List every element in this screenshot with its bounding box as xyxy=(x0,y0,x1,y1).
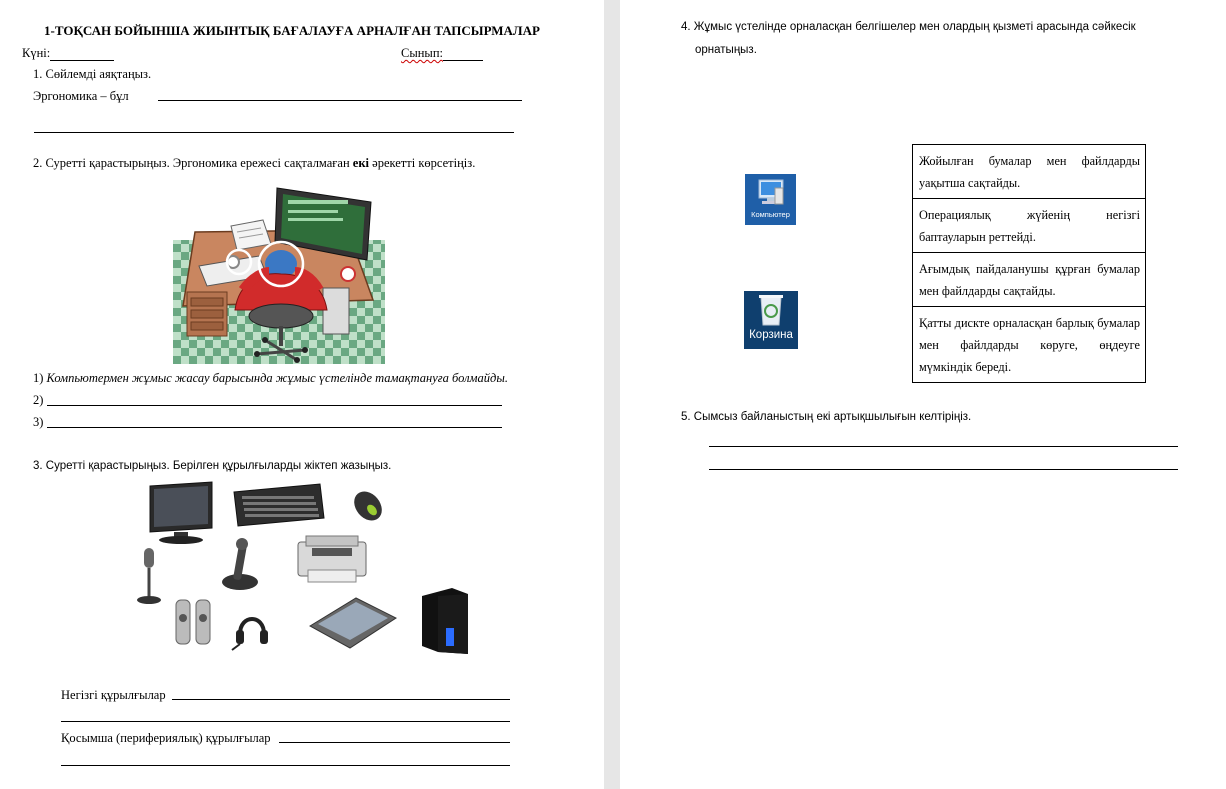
q1-answer-line-2[interactable] xyxy=(34,132,514,133)
matching-table xyxy=(912,144,1146,383)
q2-prompt-start: 2. Суретті қарастырыңыз. Эргономика ережесі сақталмаған xyxy=(33,156,353,170)
system-unit-icon xyxy=(422,588,468,654)
q2-prompt-bold: екі xyxy=(352,156,370,170)
q2-item-3-line[interactable] xyxy=(47,427,502,428)
q1-answer-line-1[interactable] xyxy=(158,100,522,101)
devices-illustration xyxy=(128,478,478,658)
q3-peripheral-devices-line-2[interactable] xyxy=(61,765,510,766)
table-row xyxy=(913,145,1146,199)
class-label: Сынып: xyxy=(401,46,443,60)
q1-lead: Эргономика – бұл xyxy=(33,89,129,103)
q2-prompt-end: әрекетті көрсетіңіз. xyxy=(369,156,476,170)
table-cell[interactable]: Ағымдық пайдаланушы құрған бумалар мен файлдарды сақтайды. xyxy=(913,253,1146,307)
q3-peripheral-devices-line-1[interactable] xyxy=(279,742,510,743)
document-title: 1-ТОҚСАН БОЙЫНША ЖИЫНТЫҚ БАҒАЛАУҒА АРНАЛҒАН ТАПСЫРМАЛАР xyxy=(44,23,540,38)
q5-answer-line-1[interactable] xyxy=(709,446,1178,447)
q2-item-2-line[interactable] xyxy=(47,405,502,406)
ergonomics-illustration xyxy=(173,180,385,364)
scanner-icon xyxy=(310,598,396,648)
table-row xyxy=(913,253,1146,307)
q2-item-2-num: 2) xyxy=(33,393,44,407)
date-blank[interactable] xyxy=(50,60,114,61)
q3-peripheral-devices-label: Қосымша (перифериялық) құрылғылар xyxy=(61,731,271,745)
document-page-right xyxy=(620,0,1226,789)
keyboard-icon xyxy=(234,484,324,526)
monitor-icon xyxy=(150,482,212,544)
recycle-bin-icon-label: Корзина xyxy=(749,329,793,341)
q2-item-1-num: 1) xyxy=(33,371,44,385)
q4-prompt-line-2: орнатыңыз. xyxy=(695,44,757,56)
table-row xyxy=(913,199,1146,253)
class-field[interactable] xyxy=(401,46,483,61)
q3-main-devices-label: Негізгі құрылғылар xyxy=(61,688,166,702)
class-blank[interactable] xyxy=(443,60,483,61)
table-cell[interactable]: Жойылған бумалар мен файлдарды уақытша сақтайды. xyxy=(913,145,1146,199)
date-label: Күні: xyxy=(22,46,51,60)
joystick-icon xyxy=(222,538,258,590)
document-page-left xyxy=(0,0,604,789)
table-cell[interactable]: Қатты дискте орналасқан барлық бумалар мен файлдарды көруге, өңдеуге мүмкіндік береді. xyxy=(913,307,1146,383)
table-cell[interactable]: Операциялық жүйенің негізгі баптауларын реттейді. xyxy=(913,199,1146,253)
q5-answer-line-2[interactable] xyxy=(709,469,1178,470)
speakers-icon xyxy=(176,600,210,644)
headset-icon xyxy=(232,619,268,650)
q2-prompt xyxy=(33,156,475,171)
computer-icon-label: Компьютер xyxy=(751,210,790,219)
q4-prompt-line-1: 4. Жұмыс үстелінде орналасқан белгішелер мен олардың қызметі арасында сәйкесік xyxy=(681,21,1136,33)
microphone-icon xyxy=(137,548,161,604)
printer-icon xyxy=(298,536,366,582)
q2-item-1-text: Компьютермен жұмыс жасау барысында жұмыс үстелінде тамақтануға болмайды. xyxy=(46,371,508,385)
q5-prompt: 5. Сымсыз байланыстың екі артықшылығын келтіріңіз. xyxy=(681,411,972,423)
q3-prompt: 3. Суретті қарастырыңыз. Берілген құрылғыларды жіктеп жазыңыз. xyxy=(33,460,392,472)
table-row xyxy=(913,307,1146,383)
computer-icon[interactable] xyxy=(745,174,796,225)
recycle-bin-icon[interactable] xyxy=(744,291,798,349)
mouse-icon xyxy=(349,486,388,526)
q3-main-devices-line-2[interactable] xyxy=(61,721,510,722)
q2-item-3-num: 3) xyxy=(33,415,44,429)
q3-main-devices-line-1[interactable] xyxy=(172,699,510,700)
q2-item-1 xyxy=(33,371,508,386)
q1-prompt: 1. Сөйлемді аяқтаңыз. xyxy=(33,67,152,81)
date-field[interactable] xyxy=(22,46,114,61)
